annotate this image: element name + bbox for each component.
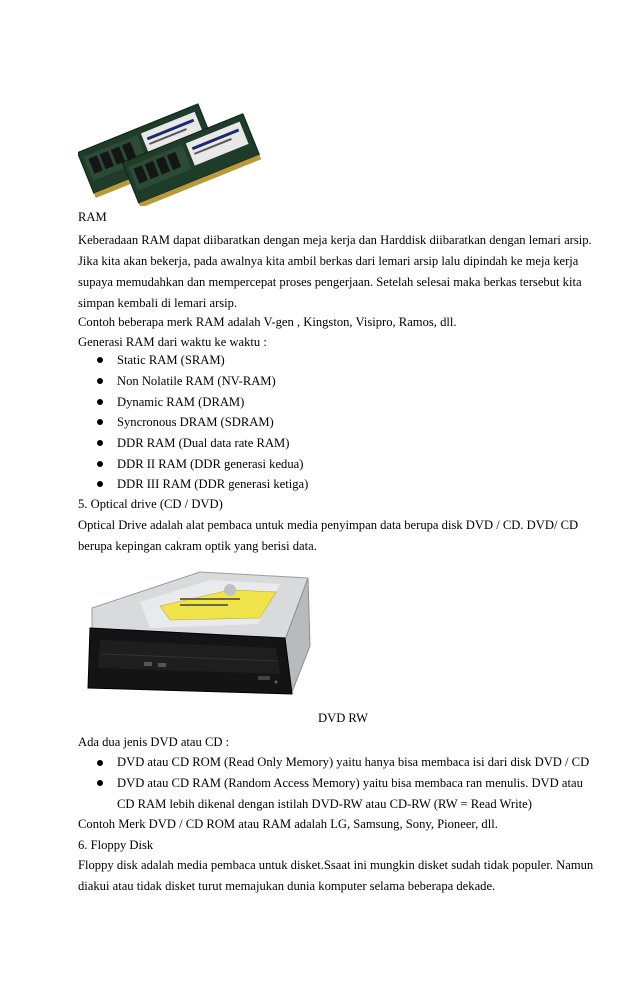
dvd-figure-caption: DVD RW — [318, 711, 369, 725]
bullet-icon — [97, 357, 103, 363]
ram-paragraph-line: simpan kembali di lemari arsip. — [78, 296, 238, 310]
optical-paragraph-line: berupa kepingan cakram optik yang berisi data. — [78, 539, 317, 553]
ram-paragraph-line: supaya memudahkan dan mempercepat proses pengerjaan. Setelah selesai maka berkas tersebut kita — [78, 275, 582, 289]
list-item: DVD atau CD RAM (Random Access Memory) yaitu bisa membaca ran menulis. DVD atau — [117, 776, 583, 790]
ram-paragraph-line: Jika kita akan bekerja, pada awalnya kita ambil berkas dari lemari arsip lalu dipindah ke meja kerja — [78, 254, 579, 268]
bullet-icon — [97, 481, 103, 487]
dvd-drive-image — [80, 568, 312, 704]
list-item-continuation: CD RAM lebih dikenal dengan istilah DVD-RW atau CD-RW (RW = Read Write) — [117, 797, 532, 811]
bullet-icon — [97, 378, 103, 384]
bullet-icon — [97, 760, 103, 766]
list-item: Non Nolatile RAM (NV-RAM) — [117, 374, 276, 388]
list-item: Dynamic RAM (DRAM) — [117, 395, 245, 409]
list-item: DDR RAM (Dual data rate RAM) — [117, 436, 290, 450]
list-item: Static RAM (SRAM) — [117, 353, 225, 367]
dvd-brands-line: Contoh Merk DVD / CD ROM atau RAM adalah LG, Samsung, Sony, Pioneer, dll. — [78, 817, 498, 831]
bullet-icon — [97, 399, 103, 405]
bullet-icon — [97, 780, 103, 786]
list-item: Syncronous DRAM (SDRAM) — [117, 415, 274, 429]
optical-heading: 5. Optical drive (CD / DVD) — [78, 497, 223, 511]
floppy-heading: 6. Floppy Disk — [78, 838, 154, 852]
bullet-icon — [97, 419, 103, 425]
list-item: DDR II RAM (DDR generasi kedua) — [117, 457, 304, 471]
bullet-icon — [97, 440, 103, 446]
ram-brands-line: Contoh beberapa merk RAM adalah V-gen , Kingston, Visipro, Ramos, dll. — [78, 315, 457, 329]
ram-generations-intro: Generasi RAM dari waktu ke waktu : — [78, 335, 267, 349]
ram-paragraph-line: Keberadaan RAM dapat diibaratkan dengan meja kerja dan Harddisk diibaratkan dengan lemari arsip. — [78, 233, 592, 247]
list-item: DVD atau CD ROM (Read Only Memory) yaitu hanya bisa membaca isi dari disk DVD / CD — [117, 755, 590, 769]
bullet-icon — [97, 461, 103, 467]
dvd-types-intro: Ada dua jenis DVD atau CD : — [78, 735, 230, 749]
floppy-paragraph-line: Floppy disk adalah media pembaca untuk disket.Ssaat ini mungkin disket sudah tidak populer. Namun — [78, 858, 594, 872]
ram-caption: RAM — [78, 210, 107, 224]
list-item: DDR III RAM (DDR generasi ketiga) — [117, 477, 309, 491]
ram-modules-image — [78, 74, 278, 206]
floppy-paragraph-line: diakui atau tidak disket turut memajukan dunia komputer selama beberapa dekade. — [78, 879, 496, 893]
optical-paragraph-line: Optical Drive adalah alat pembaca untuk media penyimpan data berupa disk DVD / CD. DVD/ CD — [78, 518, 579, 532]
